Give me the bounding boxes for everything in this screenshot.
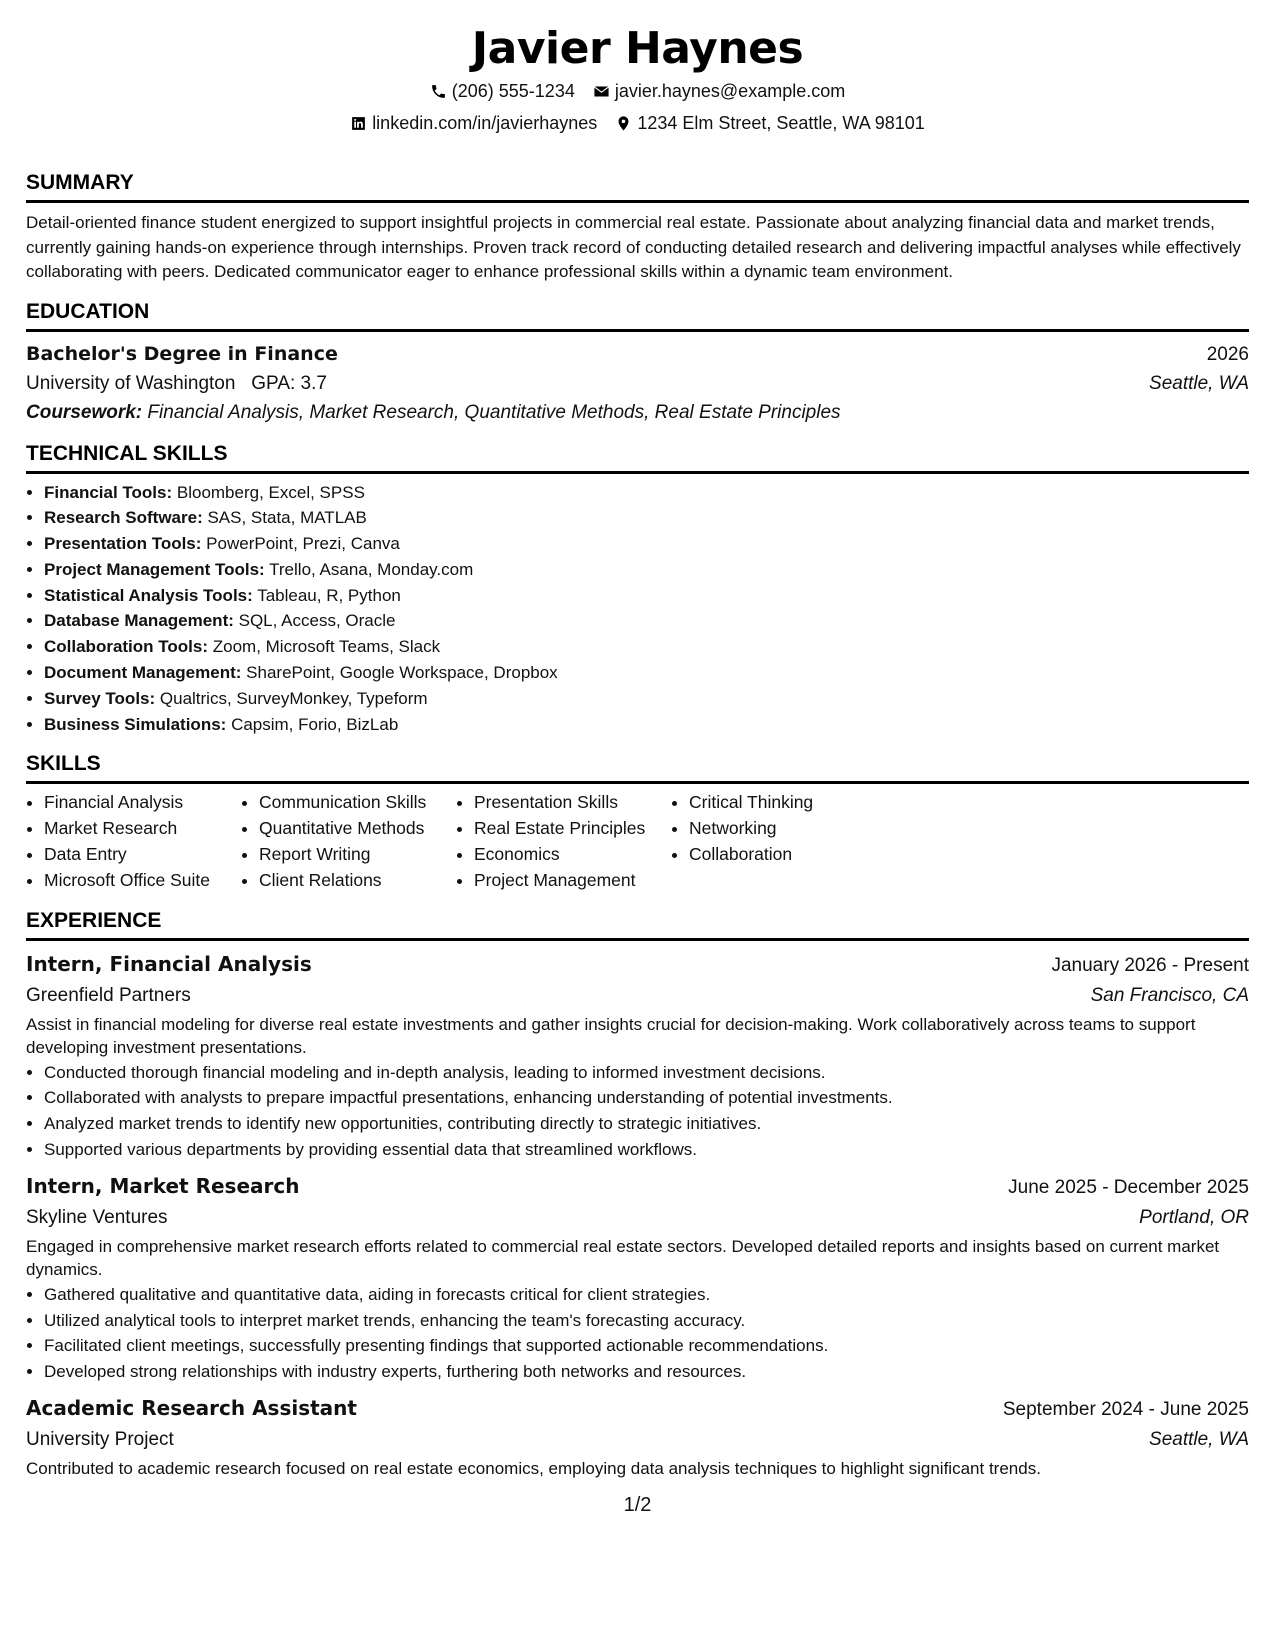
list-item: • Facilitated client meetings, successfully presenting findings that supported actionable recommendations. <box>44 1333 1249 1359</box>
list-item: • Statistical Analysis Tools: Tableau, R, Python <box>44 583 1249 609</box>
job-company: University Project <box>26 1429 174 1451</box>
school-and-gpa <box>26 369 327 399</box>
technical-skills-list <box>26 480 1249 738</box>
section-title-experience: EXPERIENCE <box>26 908 1249 941</box>
list-item: • Analyzed market trends to identify new opportunities, contributing directly to strategic initiatives. <box>44 1111 1249 1137</box>
education-degree-row <box>26 340 1249 369</box>
contact-phone <box>430 80 575 102</box>
list-item: • Financial Tools: Bloomberg, Excel, SPSS <box>44 480 1249 506</box>
contact-line-2 <box>26 112 1249 134</box>
phone-text: (206) 555-1234 <box>451 81 575 101</box>
list-item: • Communication Skills <box>259 790 456 816</box>
degree-name: Bachelor's Degree in Finance <box>26 342 338 365</box>
list-item: • Gathered qualitative and quantitative data, aiding in forecasts critical for client strategies. <box>44 1282 1249 1308</box>
experience-entry <box>26 1393 1249 1481</box>
list-item: • Supported various departments by providing essential data that streamlined workflows. <box>44 1137 1249 1163</box>
education-school-row <box>26 369 1249 399</box>
list-item: • Critical Thinking <box>689 790 889 816</box>
skills-column <box>241 790 456 893</box>
linkedin-text[interactable]: linkedin.com/in/javierhaynes <box>372 113 598 133</box>
list-item: • Presentation Tools: PowerPoint, Prezi, Canva <box>44 531 1249 557</box>
resume-page <box>26 0 1249 1650</box>
list-item: • Data Entry <box>44 842 241 868</box>
list-item: • Survey Tools: Qualtrics, SurveyMonkey, Typeform <box>44 686 1249 712</box>
list-item: • Research Software: SAS, Stata, MATLAB <box>44 505 1249 531</box>
list-item: • Utilized analytical tools to interpret market trends, enhancing the team's forecasting accuracy. <box>44 1308 1249 1334</box>
address-text: 1234 Elm Street, Seattle, WA 98101 <box>637 113 925 133</box>
job-company: Greenfield Partners <box>26 984 191 1006</box>
list-item: • Economics <box>474 842 671 868</box>
job-title: Intern, Market Research <box>26 1173 300 1198</box>
list-item: • Project Management Tools: Trello, Asana, Monday.com <box>44 557 1249 583</box>
job-dates: September 2024 - June 2025 <box>1002 1399 1249 1421</box>
job-location: San Francisco, CA <box>1090 984 1249 1006</box>
school-location: Seattle, WA <box>1149 372 1249 394</box>
list-item: • Real Estate Principles <box>474 816 671 842</box>
job-dates: January 2026 - Present <box>1051 954 1249 976</box>
experience-entry <box>26 949 1249 1163</box>
list-item: • Conducted thorough financial modeling and in-depth analysis, leading to informed investment decisions. <box>44 1060 1249 1086</box>
job-location: Seattle, WA <box>1149 1429 1249 1451</box>
list-item: • Document Management: SharePoint, Google Workspace, Dropbox <box>44 660 1249 686</box>
job-title: Academic Research Assistant <box>26 1396 357 1421</box>
school-name: University of Washington <box>26 372 236 394</box>
contact-address <box>615 112 925 134</box>
technical-skills-section <box>26 441 1249 738</box>
job-description: Contributed to academic research focused on real estate economics, employing data analysis techniques to highlight significant trends. <box>26 1459 1041 1479</box>
section-title-education: EDUCATION <box>26 299 1249 332</box>
gpa: GPA: 3.7 <box>251 372 327 394</box>
list-item: • Client Relations <box>259 868 456 894</box>
contact-email[interactable] <box>593 80 845 102</box>
summary-section <box>26 170 1249 285</box>
list-item: • Collaboration Tools: Zoom, Microsoft Teams, Slack <box>44 634 1249 660</box>
candidate-name: Javier Haynes <box>471 23 804 74</box>
phone-icon <box>430 83 447 100</box>
skills-column <box>456 790 671 893</box>
skills-section <box>26 751 1249 893</box>
skills-column <box>671 790 889 893</box>
job-description: Assist in financial modeling for diverse real estate investments and gather insights crucial for decision-making. Work collaboratively across teams to support developing investment presentations. <box>26 1014 1196 1058</box>
skills-column <box>26 790 241 893</box>
coursework-list: Financial Analysis, Market Research, Quantitative Methods, Real Estate Principles <box>147 401 841 423</box>
coursework <box>26 399 1249 427</box>
list-item: • Project Management <box>474 868 671 894</box>
email-text[interactable]: javier.haynes@example.com <box>614 81 846 101</box>
list-item: • Report Writing <box>259 842 456 868</box>
list-item: • Collaboration <box>689 842 889 868</box>
job-company: Skyline Ventures <box>26 1206 168 1228</box>
list-item: • Business Simulations: Capsim, Forio, BizLab <box>44 712 1249 738</box>
map-pin-icon <box>615 115 632 132</box>
list-item: • Microsoft Office Suite <box>44 868 241 894</box>
page-number: 1/2 <box>623 1494 652 1516</box>
skills-grid <box>26 790 1249 893</box>
experience-entry <box>26 1171 1249 1385</box>
education-section <box>26 299 1249 427</box>
list-item: • Market Research <box>44 816 241 842</box>
summary-text: Detail-oriented finance student energized to support insightful projects in commercial real estate. Passionate about analyzing financial data and market trends, currently gaining hands-on experience through internships. Proven track record of conducting detailed research and delivering impactful analyses while effectively collaborating with peers. Dedicated communicator eager to enhance professional skills within a dynamic team environment. <box>26 213 1241 281</box>
list-item: • Collaborated with analysts to prepare impactful presentations, enhancing understanding of potential investments. <box>44 1085 1249 1111</box>
section-title-summary: SUMMARY <box>26 170 1249 203</box>
job-bullets <box>26 1060 1249 1163</box>
job-dates: June 2025 - December 2025 <box>1008 1176 1249 1198</box>
job-bullets <box>26 1282 1249 1385</box>
list-item: • Developed strong relationships with industry experts, furthering both networks and resources. <box>44 1359 1249 1385</box>
graduation-year: 2026 <box>1206 343 1249 365</box>
envelope-icon <box>593 83 610 100</box>
section-title-technical-skills: TECHNICAL SKILLS <box>26 441 1249 474</box>
contact-linkedin[interactable] <box>350 112 597 134</box>
list-item: • Financial Analysis <box>44 790 241 816</box>
experience-section <box>26 908 1249 1481</box>
job-location: Portland, OR <box>1139 1206 1249 1228</box>
list-item: • Database Management: SQL, Access, Oracle <box>44 608 1249 634</box>
list-item: • Quantitative Methods <box>259 816 456 842</box>
job-title: Intern, Financial Analysis <box>26 951 312 976</box>
list-item: • Presentation Skills <box>474 790 671 816</box>
linkedin-icon <box>350 115 367 132</box>
job-description: Engaged in comprehensive market research efforts related to commercial real estate sectors. Developed detailed reports and insights based on current market dynamics. <box>26 1236 1220 1280</box>
list-item: • Networking <box>689 816 889 842</box>
coursework-label: Coursework: <box>26 401 143 423</box>
section-title-skills: SKILLS <box>26 751 1249 784</box>
contact-line-1 <box>26 80 1249 102</box>
